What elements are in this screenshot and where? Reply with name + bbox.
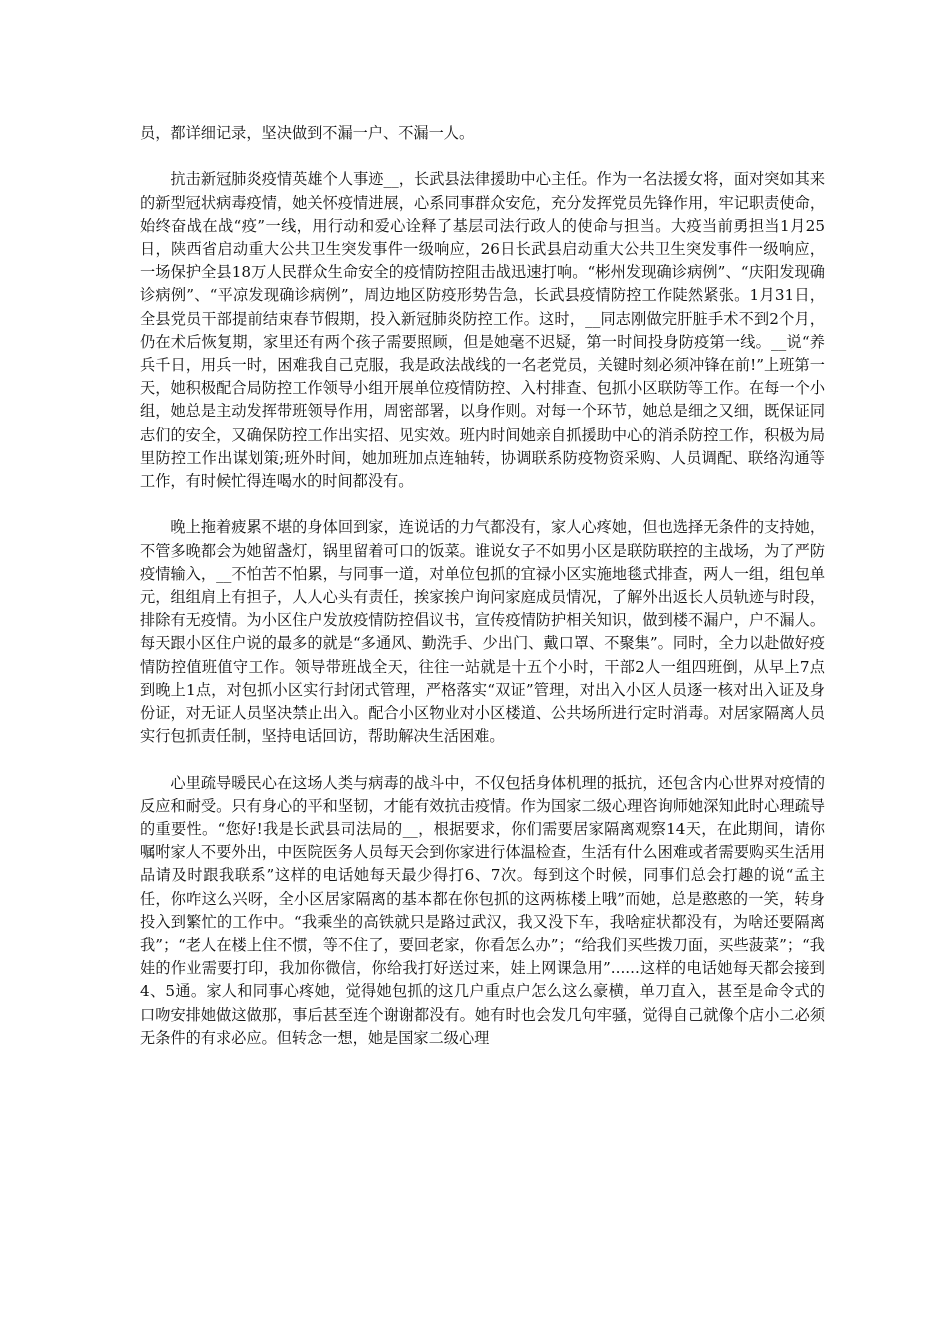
paragraph-psychological-support: 心里疏导暖民心在这场人类与病毒的战斗中，不仅包括身体机理的抵抗，还包含内心世界对疫情的反应和耐受。只有身心的平和坚韧，才能有效抗击疫情。作为国家二级心理咨询师她深知此时心理疏导的重要性。“您好!我是长武县司法局的__，根据要求，你们需要居家隔离观察14天，在此期间，请你嘱咐家人不要外出，中医院医务人员每天会到你家进行体温检查，生活有什么困难或者需要购买生活用品请及时跟我联系”这样的电话她每天最少得打6、7次。每到这个时候，同事们总会打趣的说“孟主任，你咋这么兴呀，全小区居家隔离的基本都在你包抓的这两栋楼上哦”而她，总是憨憨的一笑，转身投入到繁忙的工作中。“我乘坐的高铁就只是路过武汉，我又没下车，我啥症状都没有，为啥还要隔离我”；“老人在楼上住不惯，等不住了，要回老家，你看怎么办”；“给我们买些拨刀面，买些菠菜”；“我娃的作业需要打印，我加你微信，你给我打好送过来，娃上网课急用”......这样的电话她每天都会接到4、5通。家人和同事心疼她，觉得她包抓的这几户重点户怎么这么豪横，单刀直入，甚至是命令式的口吻安排她做这做那，事后甚至连个谢谢都没有。她有时也会发几句牢骚，觉得自己就像个店小二必须无条件的有求必应。但转念一想，她是国家二级心理 xyxy=(140,773,825,1047)
document-body xyxy=(140,122,825,1050)
paragraph-hero-intro: 抗击新冠肺炎疫情英雄个人事迹__，长武县法律援助中心主任。作为一名法援女将，面对突如其来的新型冠状病毒疫情，她关怀疫情进展，心系同事群众安危，充分发挥党员先锋作用，牢记职责使命，始终奋战在战“疫”一线，用行动和爱心诠释了基层司法行政人的使命与担当。大疫当前勇担当1月25日，陕西省启动重大公共卫生突发事件一级响应，26日长武县启动重大公共卫生突发事件一级响应，一场保护全县18万人民群众生命安全的疫情防控阻击战迅速打响。“彬州发现确诊病例”、“庆阳发现确诊病例”、“平凉发现确诊病例”，周边地区防疫形势告急，长武县疫情防控工作陡然紧张。1月31日，全县党员干部提前结束春节假期，投入新冠肺炎防控工作。这时，__同志刚做完肝脏手术不到2个月，仍在术后恢复期，家里还有两个孩子需要照顾，但是她毫不迟疑，第一时间投身防疫第一线。__说“养兵千日，用兵一时，困难我自己克服，我是政法战线的一名老党员，关键时刻必须冲锋在前!”上班第一天，她积极配合局防控工作领导小组开展单位疫情防控、入村排查、包抓小区联防等工作。在每一个小组，她总是主动发挥带班领导作用，周密部署，以身作则。对每一个环节，她总是细之又细，既保证同志们的安全，又确保防控工作出实招、见实效。班内时间她亲自抓援助中心的消杀防控工作，积极为局里防控工作出谋划策;班外时间，她加班加点连轴转，协调联系防疫物资采购、人员调配、联络沟通等工作，有时候忙得连喝水的时间都没有。 xyxy=(140,170,825,491)
paragraph-continued: 员，都详细记录，坚决做到不漏一户、不漏一人。 xyxy=(140,124,475,142)
paragraph-community-prevention: 晚上拖着疲累不堪的身体回到家，连说话的力气都没有，家人心疼她，但也选择无条件的支持她，不管多晚都会为她留盏灯，锅里留着可口的饭菜。谁说女子不如男小区是联防联控的主战场，为了严防疫情输入，__不怕苦不怕累，与同事一道，对单位包抓的宜禄小区实施地毯式排查，两人一组，组包单元，组组肩上有担子，人人心头有责任，挨家挨户询问家庭成员情况，了解外出返长人员轨迹与时段，排除有无疫情。为小区住户发放疫情防控倡议书，宣传疫情防护相关知识，做到楼不漏户，户不漏人。每天跟小区住户说的最多的就是“多通风、勤洗手、少出门、戴口罩、不聚集”。同时，全力以赴做好疫情防控值班值守工作。领导带班战全天，往往一站就是十五个小时，干部2人一组四班倒，从早上7点到晚上1点，对包抓小区实行封闭式管理，严格落实“双证”管理，对出入小区人员逐一核对出入证及身份证，对无证人员坚决禁止出入。配合小区物业对小区楼道、公共场所进行定时消毒。对居家隔离人员实行包抓责任制，坚持电话回访，帮助解决生活困难。 xyxy=(140,518,825,746)
